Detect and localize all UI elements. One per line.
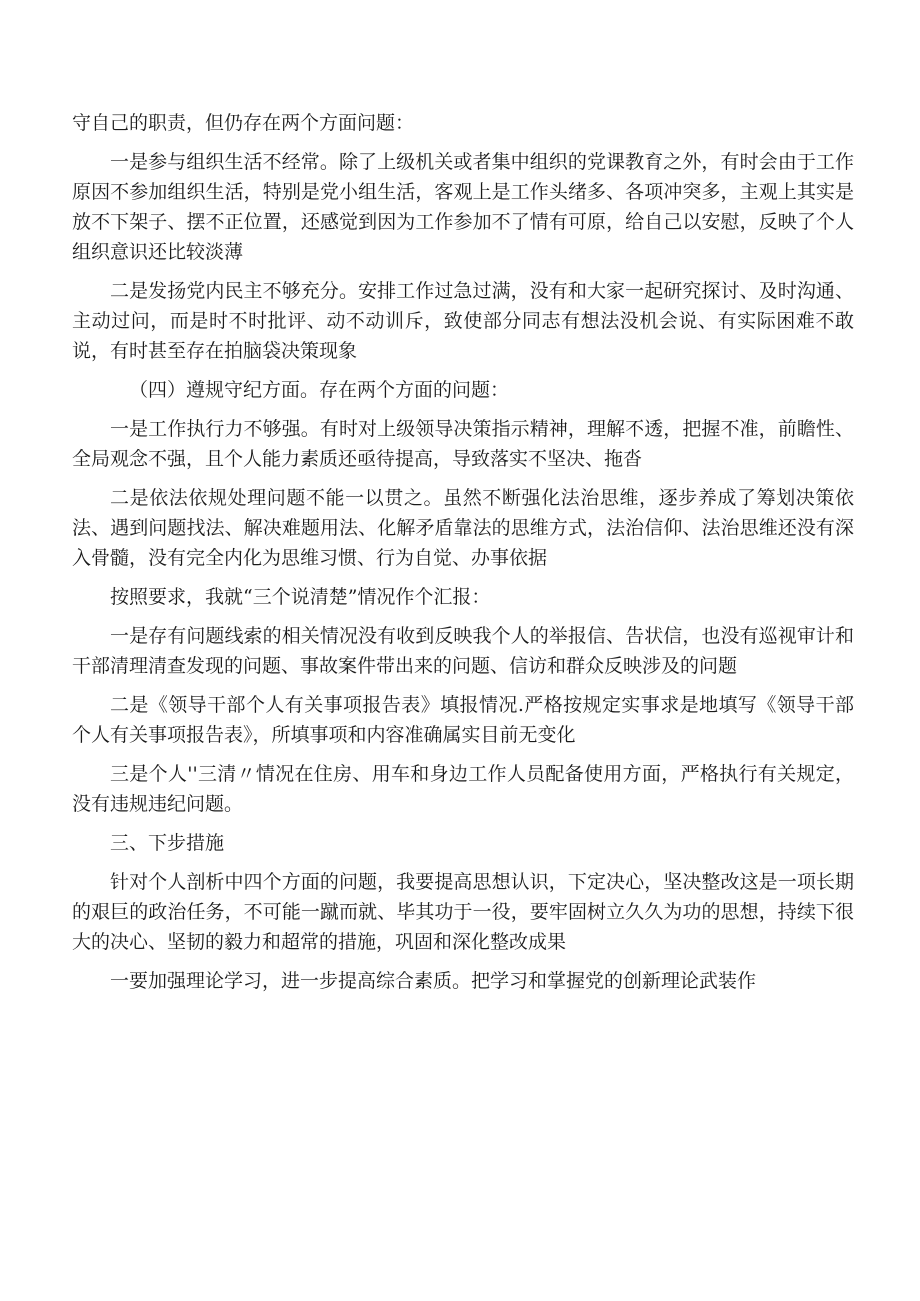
paragraph-clue-situation: 一是存有问题线索的相关情况没有收到反映我个人的举报信、告状信，也没有巡视审计和干部清理清查发现的问题、事故案件带出来的问题、信访和群众反映涉及的问题: [72, 625, 854, 677]
paragraph-organization-life: 一是参与组织生活不经常。除了上级机关或者集中组织的党课教育之外，有时会由于工作原因不参加组织生活，特别是党小组生活，客观上是工作头绪多、各项冲突多，主观上其实是放不下架子、摆不正位置，还感觉到因为工作参加不了情有可原，给自己以安慰，反映了个人组织意识还比较淡薄: [72, 151, 854, 263]
section-heading-next-steps: 三、下步措施: [110, 832, 225, 854]
paragraph-rule-of-law: 二是依法依规处理问题不能一以贯之。虽然不断强化法治思维，逐步养成了筹划决策依法、遇到问题找法、解决难题用法、化解矛盾靠法的思维方式，法治信仰、法治思维还没有深入骨髓，没有完全内化为思维习惯、行为自觉、办事依据: [72, 487, 854, 569]
paragraph-continuation: 守自己的职责，但仍存在两个方面问题：: [72, 112, 415, 134]
paragraph-report-intro: 按照要求，我就“三个说清楚”情况作个汇报：: [110, 586, 491, 608]
document-body: [72, 108, 854, 1005]
paragraph-report-form: 二是《领导干部个人有关事项报告表》填报情况.严格按规定实事求是地填写《领导干部个人有关事项报告表》，所填事项和内容准确属实目前无变化: [72, 694, 854, 746]
paragraph-theory-study: 一要加强理论学习，进一步提高综合素质。把学习和掌握党的创新理论武装作: [110, 970, 757, 992]
paragraph-execution: 一是工作执行力不够强。有时对上级领导决策指示精神，理解不透，把握不准，前瞻性、全局观念不强，且个人能力素质还亟待提高，导致落实不坚决、拖沓: [72, 418, 854, 470]
paragraph-three-clears: 三是个人''三清〃情况在住房、用车和身边工作人员配备使用方面，严格执行有关规定，没有违规违纪问题。: [72, 763, 854, 815]
paragraph-inner-party-democracy: 二是发扬党内民主不够充分。安排工作过急过满，没有和大家一起研究探讨、及时沟通、主动过问，而是时不时批评、动不动训斥，致使部分同志有想法没机会说、有实际困难不敢说，有时甚至存在拍脑袋决策现象: [72, 280, 854, 362]
paragraph-rectification: 针对个人剖析中四个方面的问题，我要提高思想认识，下定决心，坚决整改这是一项长期的艰巨的政治任务，不可能一蹴而就、毕其功于一役，要牢固树立久久为功的思想，持续下很大的决心、坚韧的毅力和超常的措施，巩固和深化整改成果: [72, 871, 854, 953]
section-heading-discipline: （四）遵规守纪方面。存在两个方面的问题：: [129, 379, 510, 401]
